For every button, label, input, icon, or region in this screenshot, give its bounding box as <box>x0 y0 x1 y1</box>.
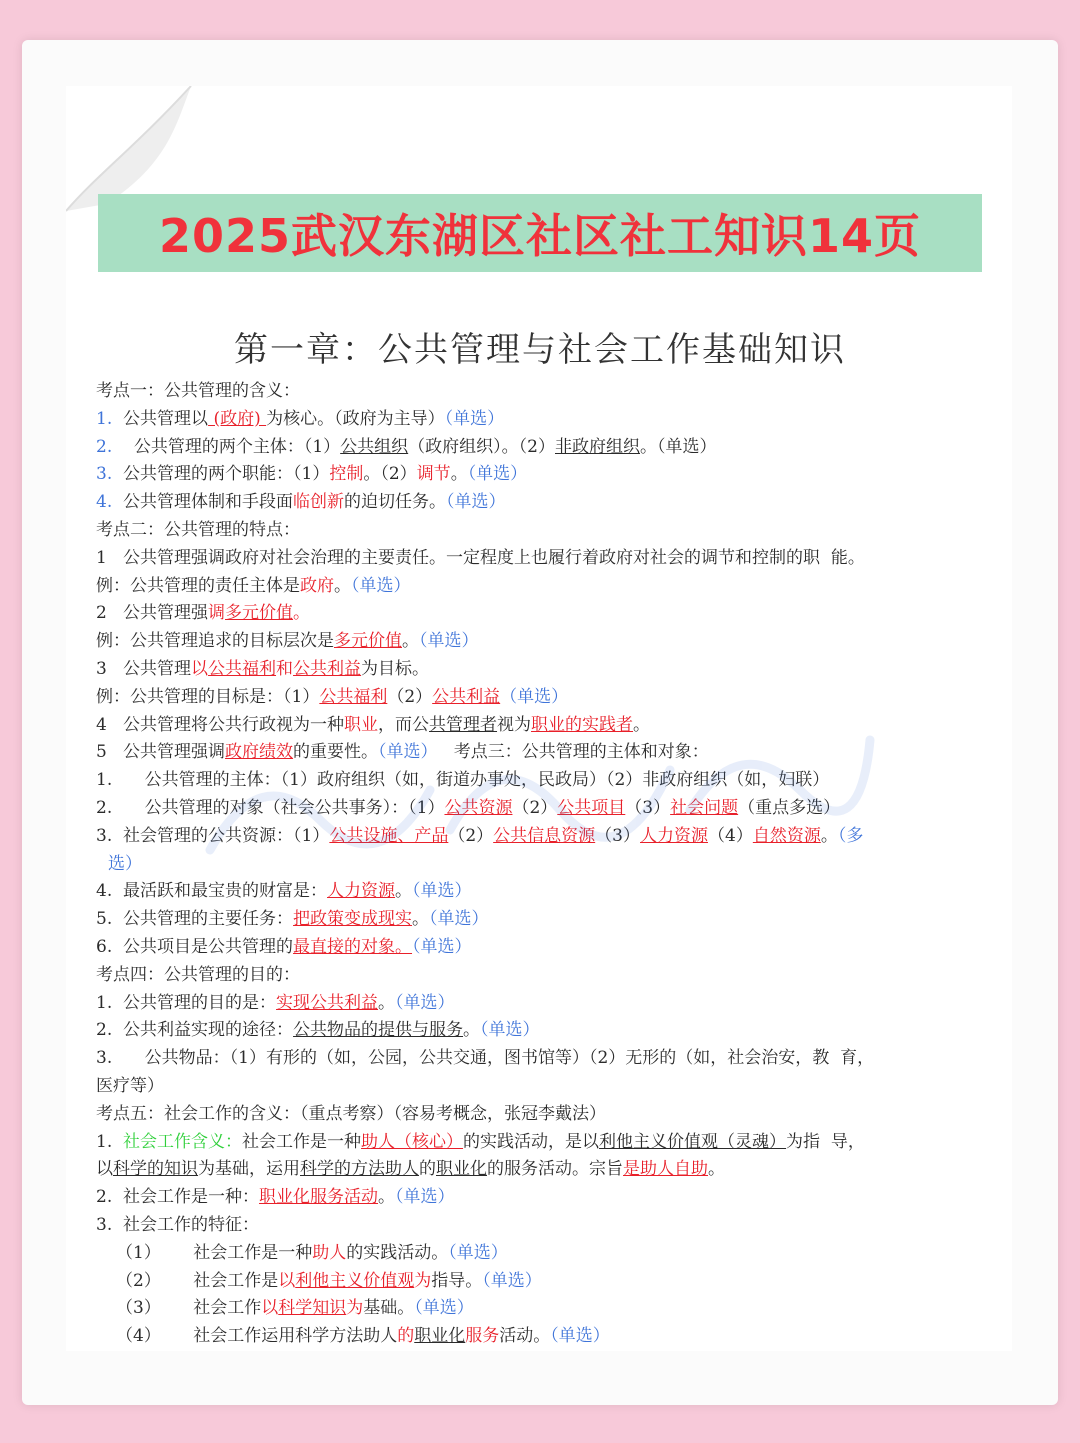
text-segment: 的 <box>397 1326 415 1347</box>
text-segment: 3. 公共物品：（1）有形的（如，公园，公共交通，图书馆等）（2）无形的（如，社会治安，教 育， <box>96 1048 875 1069</box>
text-segment: （2） <box>387 686 433 707</box>
text-line <box>96 461 1008 489</box>
text-segment: （单选） <box>414 1298 474 1319</box>
text-segment: （重点多选） <box>738 797 841 818</box>
text-segment: 。 <box>450 464 468 485</box>
text-segment: 考点一：公共管理的含义： <box>96 381 300 401</box>
text-segment: 社会工作含义： <box>123 1131 243 1152</box>
text-segment: 1 公共管理强调政府对社会治理的主要责任。一定程度上也履行着政府对社会的调节和控制的职 能。 <box>96 547 865 568</box>
text-segment: （3） 社会工作 <box>116 1298 262 1319</box>
text-segment: 多元价值 <box>225 603 294 624</box>
text-segment: 。 <box>708 1159 725 1180</box>
text-segment: 活动。 <box>499 1326 551 1347</box>
text-segment: 为 <box>414 1270 432 1291</box>
text-line <box>96 434 1008 462</box>
text-segment: 的实践活动，是以 <box>463 1131 600 1152</box>
text-segment: （单选） <box>412 936 472 957</box>
text-segment: 社会问题 <box>670 797 739 818</box>
text-segment: 为核心。（政府为主导） <box>266 408 445 429</box>
text-segment: 共管理者 <box>429 714 498 735</box>
text-segment: 。 <box>293 603 311 624</box>
text-line <box>96 767 1008 795</box>
text-segment: (政府) <box>208 408 267 429</box>
text-segment: 公共管理以 <box>112 408 209 429</box>
text-line <box>96 489 1008 517</box>
text-segment: 多元价值 <box>334 631 402 652</box>
text-segment: 政府 <box>300 575 334 596</box>
text-segment: 为基础，运用 <box>198 1159 300 1180</box>
document-body <box>96 378 1008 1351</box>
text-line <box>96 656 1008 684</box>
text-segment: 例：公共管理的责任主体是 <box>96 575 300 596</box>
text-segment: 实现公共利益 <box>276 992 379 1013</box>
text-segment: （单选） <box>429 909 489 930</box>
text-segment: （3） <box>625 797 671 818</box>
text-segment: （单选） <box>480 1020 540 1041</box>
text-segment: 1. 公共管理的主体：（1）政府组织（如，街道办事处，民政局）（2）非政府组织（如，妇联） <box>96 770 830 791</box>
text-segment: 是助人自助 <box>623 1159 708 1180</box>
text-line <box>96 934 1008 962</box>
text-segment: 控制 <box>329 464 364 485</box>
text-segment: 考点四：公共管理的目的： <box>96 964 300 985</box>
text-segment: 科学知识 <box>278 1298 347 1319</box>
text-line <box>96 1212 1008 1240</box>
text-segment: 1. <box>96 1131 124 1152</box>
text-segment: 。 <box>378 992 396 1013</box>
text-segment: 职业 <box>344 714 379 735</box>
text-segment: 。 <box>402 631 419 652</box>
text-segment: 的 <box>419 1159 436 1180</box>
text-segment: 5 公共管理强调 <box>96 742 226 763</box>
text-segment: 和 <box>276 658 294 679</box>
text-segment: （单选） <box>419 631 479 652</box>
text-segment: （2） <box>512 797 558 818</box>
text-line <box>96 1240 1008 1268</box>
text-line <box>96 545 1008 573</box>
text-segment: （单选） <box>550 1326 610 1347</box>
text-line <box>96 1073 1008 1101</box>
text-line <box>96 378 1008 406</box>
text-line <box>96 878 1008 906</box>
text-segment: （单选） <box>446 492 506 513</box>
text-line <box>96 1156 1008 1184</box>
text-segment: （单选） <box>412 881 472 902</box>
text-segment: 3. 社会工作的特征： <box>96 1214 260 1235</box>
text-segment: 1. 公共管理的目的是： <box>96 992 277 1013</box>
text-line <box>96 1101 1008 1129</box>
text-segment: 职业的实践者 <box>531 714 634 735</box>
text-segment: 。 <box>395 881 413 902</box>
text-segment: 以 <box>278 1270 296 1291</box>
text-segment: 公共资源 <box>444 797 513 818</box>
text-line <box>96 851 1008 879</box>
text-segment: 科学的方法助人 <box>300 1159 419 1180</box>
text-segment: 公共利益 <box>432 686 501 707</box>
text-segment: 临创新 <box>293 492 345 513</box>
text-line <box>96 628 1008 656</box>
text-segment: 选） <box>108 853 142 874</box>
text-segment: 的迫切任务。 <box>344 492 447 513</box>
text-segment: 为目标。 <box>361 658 430 679</box>
text-segment: 5. 公共管理的主要任务： <box>96 909 294 930</box>
text-segment: 以 <box>261 1298 279 1319</box>
text-segment: 。（单选） <box>640 436 717 457</box>
text-segment: （多 <box>837 825 864 846</box>
text-segment: （3） <box>595 825 640 846</box>
text-line <box>96 823 1008 851</box>
text-segment: 利他主义价值观（灵魂） <box>599 1131 787 1152</box>
text-segment: （单选） <box>378 742 438 763</box>
text-segment: 4. 最活跃和最宝贵的财富是： <box>96 881 328 902</box>
text-segment: 为指 导， <box>786 1131 865 1152</box>
text-segment: 医疗等） <box>96 1075 164 1096</box>
text-segment: （单选） <box>467 464 528 485</box>
text-line <box>96 1295 1008 1323</box>
text-segment: 最直接的对象。 <box>293 936 413 957</box>
text-line <box>96 712 1008 740</box>
text-segment: 基础。 <box>363 1298 415 1319</box>
text-segment: （政府组织）。（2） <box>408 436 555 457</box>
text-line <box>96 1323 1008 1351</box>
text-line <box>96 1017 1008 1045</box>
text-segment: 。 <box>334 575 351 596</box>
text-segment: 公共利益 <box>293 658 362 679</box>
text-segment: 6. 公共项目是公共管理的 <box>96 936 294 957</box>
text-line <box>96 573 1008 601</box>
text-segment: （单选） <box>395 1187 455 1208</box>
text-segment: 3 公共管理 <box>96 658 192 679</box>
text-segment: （2） <box>448 825 494 846</box>
text-segment: 例：公共管理追求的目标层次是 <box>96 631 334 652</box>
text-segment: 考点三：公共管理的主体和对象： <box>437 742 709 763</box>
text-segment: 3. 社会管理的公共资源：（1） <box>96 825 330 846</box>
chapter-title: 第一章：公共管理与社会工作基础知识 <box>234 330 846 370</box>
text-segment: 非政府组织 <box>555 436 640 457</box>
text-segment: 公共信息资源 <box>493 825 596 846</box>
text-segment: 职业化 <box>436 1159 487 1180</box>
text-segment: 2 公共管理强 <box>96 603 209 624</box>
text-segment: 公共设施、产品 <box>329 825 449 846</box>
text-segment: 的重要性。 <box>293 742 379 763</box>
text-segment: 指导。 <box>431 1270 483 1291</box>
banner-title: 2025武汉东湖区社区社工知识14页 <box>158 209 922 263</box>
text-segment: 公共管理的两个主体：（1） <box>112 436 341 457</box>
text-segment: 2. 公共利益实现的途径： <box>96 1020 294 1041</box>
text-segment: 。 <box>463 1020 481 1041</box>
title-banner <box>98 194 982 272</box>
text-line <box>96 1129 1008 1157</box>
text-segment: 调 <box>208 603 226 624</box>
text-segment: 职业化 <box>414 1326 466 1347</box>
text-segment: （1） 社会工作是一种 <box>116 1242 313 1263</box>
text-segment: 的实践活动。 <box>346 1242 449 1263</box>
text-segment: 以 <box>191 658 209 679</box>
text-segment: 例：公共管理的目标是：（1） <box>96 686 320 707</box>
text-line <box>96 600 1008 628</box>
text-segment: 职业化服务活动 <box>259 1187 379 1208</box>
text-segment: 公共福利 <box>319 686 388 707</box>
text-line <box>96 906 1008 934</box>
text-segment: 人力资源 <box>640 825 708 846</box>
text-segment: 2. <box>96 436 113 457</box>
text-line <box>96 795 1008 823</box>
text-segment: （单选） <box>395 992 455 1013</box>
text-segment: 利他主义价值观 <box>295 1270 415 1291</box>
text-segment: 政府绩效 <box>225 742 294 763</box>
text-segment: 。 <box>378 1187 396 1208</box>
text-line <box>96 962 1008 990</box>
text-segment: 考点二：公共管理的特点： <box>96 519 300 540</box>
text-segment: （4） 社会工作运用科学方法助人 <box>116 1326 398 1347</box>
text-segment: 4. <box>96 492 113 513</box>
text-line <box>96 1045 1008 1073</box>
text-segment: 公共管理体制和手段面 <box>112 492 294 513</box>
text-segment: 科学的知识 <box>113 1159 198 1180</box>
text-segment: 。 <box>412 909 430 930</box>
text-segment: 。 <box>633 714 651 735</box>
text-segment: （单选） <box>500 686 569 707</box>
text-line <box>96 739 1008 767</box>
text-segment: 助人（核心） <box>361 1131 464 1152</box>
text-segment: 的服务活动。宗旨 <box>487 1159 623 1180</box>
text-segment: 公共物品的提供与服务 <box>293 1020 464 1041</box>
text-segment: 社会工作是一种 <box>242 1131 362 1152</box>
text-line <box>96 406 1008 434</box>
text-segment: 公共管理的两个职能：（1） <box>112 464 330 485</box>
text-segment: （2） 社会工作是 <box>116 1270 279 1291</box>
text-segment: ，而公 <box>378 714 430 735</box>
text-segment: 考点五：社会工作的含义：（重点考察）（容易考概念，张冠李戴法） <box>96 1103 606 1124</box>
text-segment: 1. <box>96 408 113 429</box>
text-segment: 以 <box>96 1159 113 1180</box>
text-line <box>96 1184 1008 1212</box>
text-line <box>96 684 1008 712</box>
text-segment: 服务 <box>465 1326 500 1347</box>
text-segment: 2. 公共管理的对象（社会公共事务）：（1） <box>96 797 445 818</box>
text-segment: 人力资源 <box>327 881 396 902</box>
text-segment: 公共项目 <box>557 797 626 818</box>
text-segment: 。（2） <box>363 464 417 485</box>
text-segment: 助人 <box>312 1242 347 1263</box>
text-segment: 公共组织 <box>340 436 409 457</box>
text-line <box>96 990 1008 1018</box>
text-segment: 公共福利 <box>208 658 277 679</box>
text-segment: 。 <box>820 825 838 846</box>
text-segment: （单选） <box>351 575 411 596</box>
text-segment: （单选） <box>448 1242 508 1263</box>
text-line <box>96 517 1008 545</box>
text-segment: 为 <box>346 1298 364 1319</box>
text-segment: 4 公共管理将公共行政视为一种 <box>96 714 345 735</box>
text-segment: 2. 社会工作是一种： <box>96 1187 260 1208</box>
text-segment: 把政策变成现实 <box>293 909 413 930</box>
text-segment: 调节 <box>416 464 451 485</box>
text-segment: 自然资源 <box>752 825 821 846</box>
text-segment: 3. <box>96 464 113 485</box>
text-segment: （单选） <box>482 1270 542 1291</box>
text-segment: （4） <box>708 825 753 846</box>
text-line <box>96 1268 1008 1296</box>
text-segment: （单选） <box>444 408 505 429</box>
text-segment: 视为 <box>497 714 532 735</box>
